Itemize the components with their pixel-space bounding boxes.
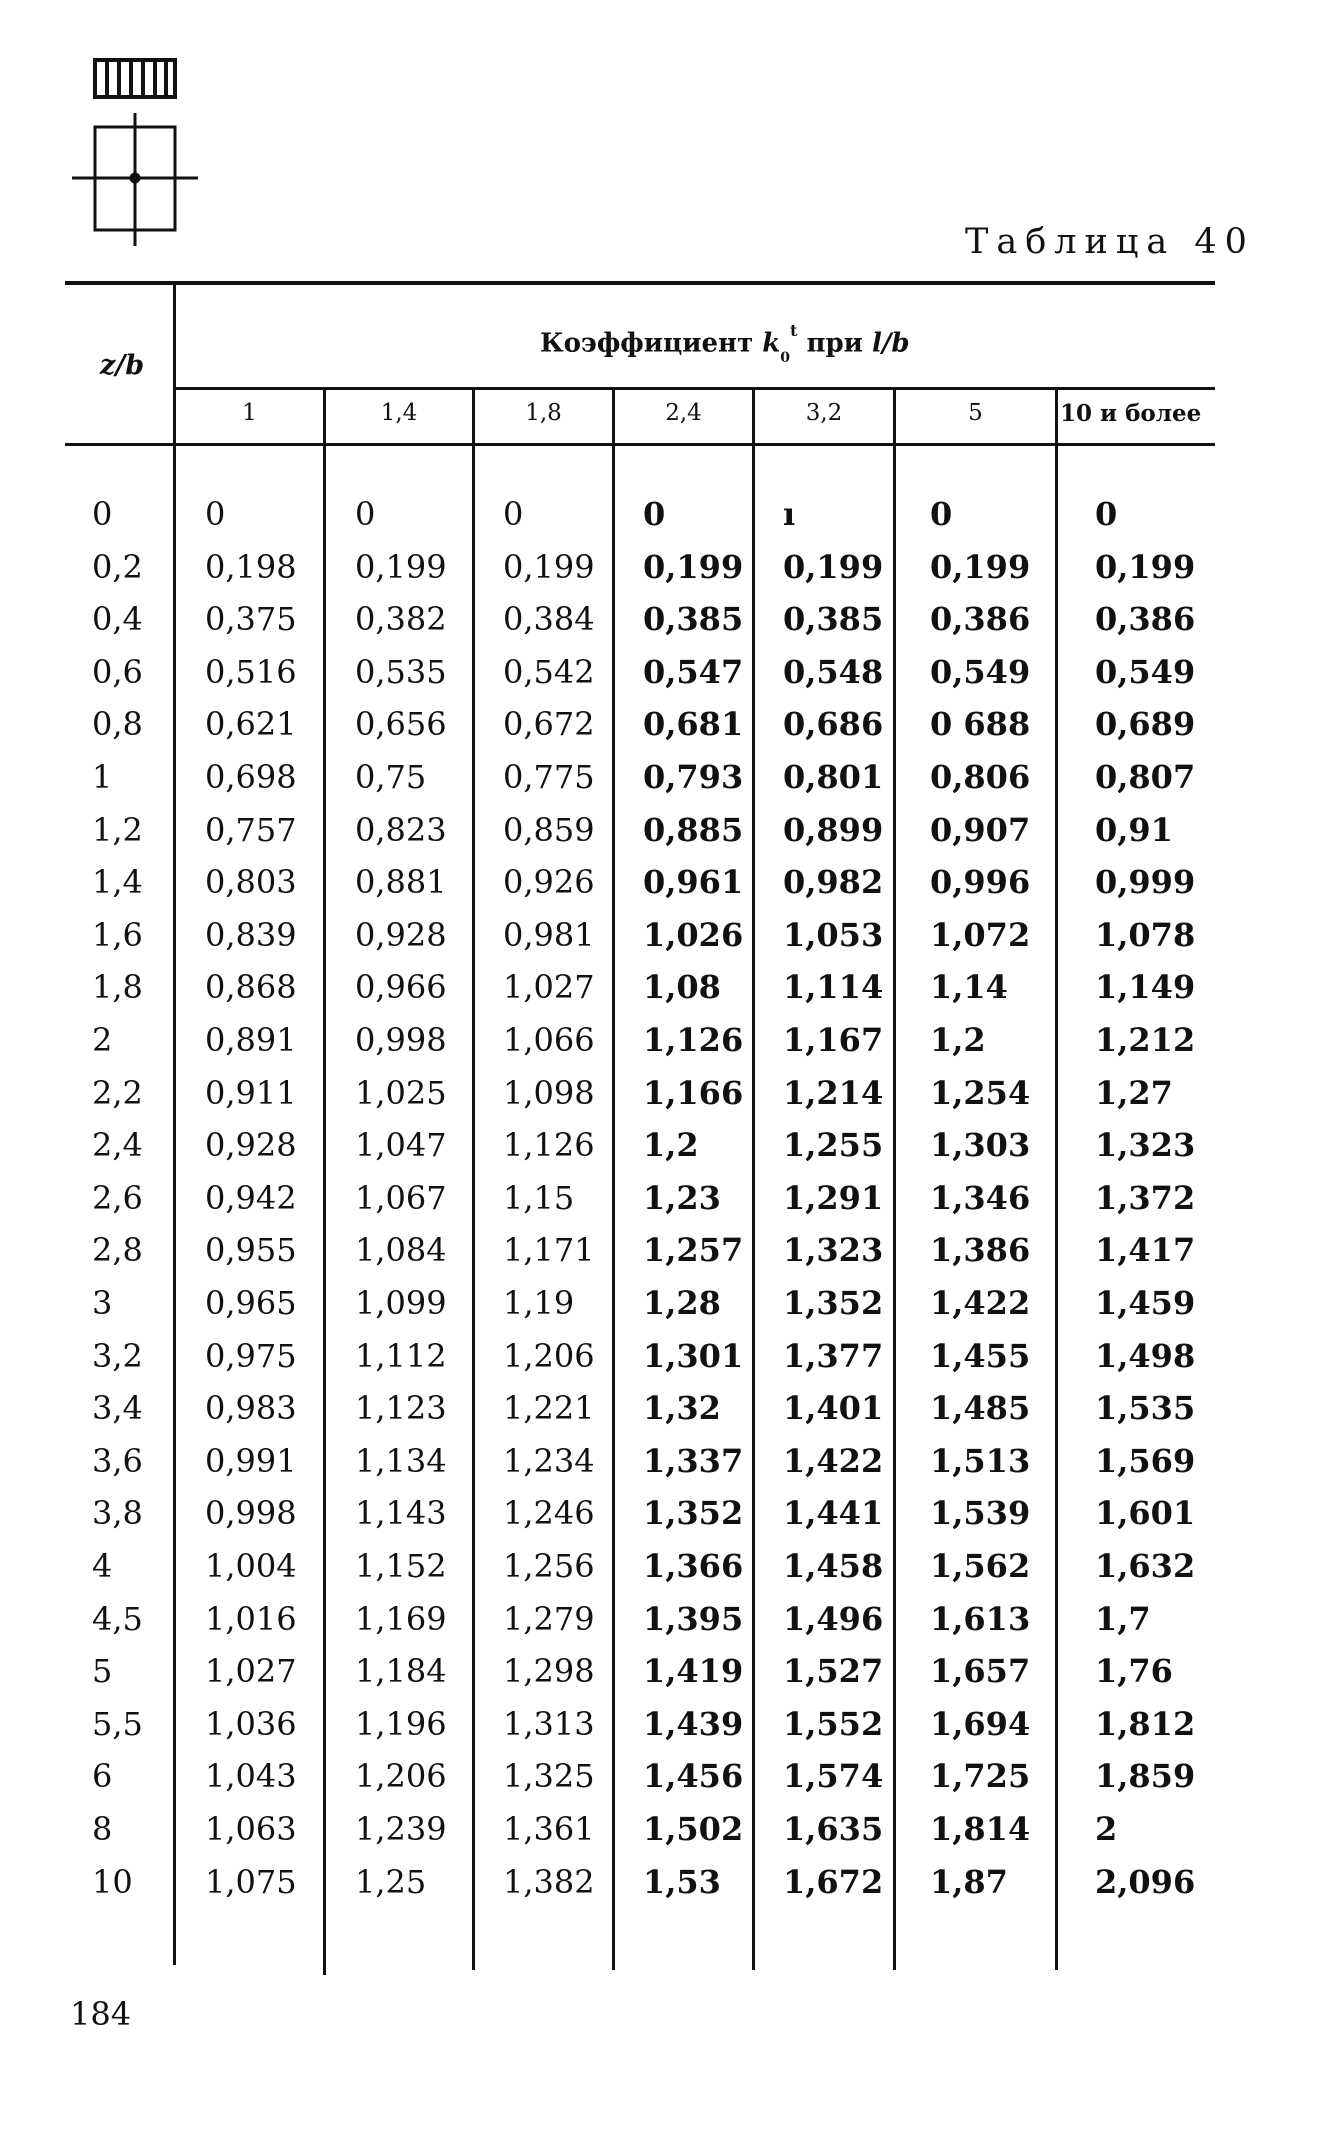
coefficient-value: 1,066 — [503, 1021, 595, 1059]
coefficient-value: 1,255 — [783, 1126, 884, 1165]
coefficient-value: 1,386 — [930, 1231, 1031, 1270]
coefficient-value: 0 688 — [930, 705, 1031, 744]
column-divider — [472, 390, 475, 1970]
zb-value: 3 — [92, 1284, 113, 1322]
coefficient-value: 0,385 — [643, 600, 744, 639]
coefficient-value: 1,23 — [643, 1178, 721, 1217]
coefficient-value: 1,337 — [643, 1441, 744, 1480]
coefficient-value: 1,301 — [643, 1336, 744, 1375]
coefficient-value: 0,955 — [205, 1231, 297, 1270]
coefficient-value: 1,635 — [783, 1810, 884, 1848]
coefficient-value: 1,458 — [783, 1547, 884, 1585]
coefficient-value: 0,621 — [205, 705, 297, 744]
zb-value: 1,2 — [92, 810, 143, 849]
coefficient-value: 0,386 — [930, 600, 1031, 639]
table-title: Таблица 40 — [965, 222, 1255, 262]
coefficient-value: 0,928 — [355, 915, 447, 954]
column-header-lb: 1,8 — [525, 400, 562, 426]
coefficient-value: 0,907 — [930, 810, 1031, 849]
page-number: 184 — [70, 1995, 132, 2033]
coefficient-value: 0,823 — [355, 810, 447, 849]
coefficient-value: 0,199 — [783, 547, 884, 586]
column-divider — [752, 390, 755, 1970]
coefficient-value: 1,422 — [930, 1284, 1031, 1322]
coefficient-value: 0,199 — [643, 547, 744, 586]
coefficient-value: 1,075 — [205, 1862, 297, 1901]
coefficient-value: 0,757 — [205, 810, 297, 849]
coefficient-value: 0 — [930, 495, 953, 533]
coefficient-value: 1,527 — [783, 1652, 884, 1691]
coefficient-value: 1,456 — [643, 1757, 744, 1796]
coefficient-value: 0,548 — [783, 652, 884, 691]
coefficient-value: 1,14 — [930, 968, 1008, 1007]
coefficient-value: 1,027 — [205, 1652, 297, 1691]
zb-value: 1,8 — [92, 968, 143, 1007]
coefficient-value: 1,171 — [503, 1231, 595, 1270]
coefficient-value: 0,801 — [783, 758, 884, 796]
coefficient-value: 1,725 — [930, 1757, 1031, 1796]
header-bottom-rule — [65, 443, 1215, 446]
coefficient-value: 0,686 — [783, 705, 884, 744]
zb-value: 4,5 — [92, 1599, 143, 1638]
zb-value: 2,8 — [92, 1231, 143, 1270]
coefficient-value: 0,859 — [503, 810, 595, 849]
coefficient-value: 1,099 — [355, 1284, 447, 1322]
coefficient-value: 0,807 — [1095, 758, 1196, 796]
coefficient-value: 1,562 — [930, 1547, 1031, 1585]
coefficient-value: 1,485 — [930, 1389, 1031, 1428]
coefficient-value: 1,859 — [1095, 1757, 1196, 1796]
coefficient-value: 0,975 — [205, 1336, 297, 1375]
coefficient-value: 1,016 — [205, 1599, 297, 1638]
coefficient-value: 0,535 — [355, 652, 447, 691]
coefficient-value: 1,214 — [783, 1073, 884, 1112]
zb-value: 5,5 — [92, 1704, 143, 1743]
coefficient-value: 1,422 — [783, 1441, 884, 1480]
coefficient-value: 1,419 — [643, 1652, 744, 1691]
coefficient-value: 1,812 — [1095, 1704, 1196, 1743]
coefficient-value: 0,542 — [503, 652, 595, 691]
coefficient-value: 0,689 — [1095, 705, 1196, 744]
coefficient-value: 1,08 — [643, 968, 721, 1007]
coefficient-value: 0,549 — [1095, 652, 1196, 691]
coefficient-value: 1,313 — [503, 1704, 595, 1743]
coefficient-value: 1,15 — [503, 1178, 575, 1217]
coefficient-value: 0,996 — [930, 863, 1031, 902]
coefficient-value: 1,28 — [643, 1284, 721, 1322]
coefficient-value: 1,539 — [930, 1494, 1031, 1533]
coefficient-value: 1,439 — [643, 1704, 744, 1743]
coefficient-value: 0,199 — [1095, 547, 1196, 586]
coefficient-value: 1,084 — [355, 1231, 447, 1270]
coefficient-value: 0,803 — [205, 863, 297, 902]
coefficient-value: 2,096 — [1095, 1862, 1196, 1901]
coefficient-value: 1,063 — [205, 1810, 297, 1848]
coefficient-value: 1,256 — [503, 1547, 595, 1585]
coefficient-value: 0,998 — [205, 1494, 297, 1533]
coefficient-value: 0,549 — [930, 652, 1031, 691]
coefficient-value: 1,221 — [503, 1389, 595, 1428]
coefficient-value: 0,547 — [643, 652, 744, 691]
coefficient-value: 1,025 — [355, 1073, 447, 1112]
column-header-lb: 1,4 — [380, 400, 418, 426]
coefficient-value: 1,246 — [503, 1494, 595, 1533]
coefficient-value: 1,053 — [783, 915, 884, 954]
table-top-rule — [65, 281, 1215, 285]
zb-value: 3,8 — [92, 1494, 143, 1533]
coefficient-value: 1,574 — [783, 1757, 884, 1796]
coefficient-value: 1,303 — [930, 1126, 1031, 1165]
coefficient-value: 1,239 — [355, 1810, 447, 1848]
coefficient-value: 1,112 — [355, 1336, 447, 1375]
coefficient-value: 1,455 — [930, 1336, 1031, 1375]
coefficient-value: 1,366 — [643, 1547, 744, 1585]
coefficient-value: 0,199 — [930, 547, 1031, 586]
coefficient-value: 1,53 — [643, 1862, 721, 1901]
column-divider — [893, 390, 896, 1970]
coefficient-value: 1,325 — [503, 1757, 595, 1796]
zb-value: 1,4 — [92, 863, 143, 902]
column-divider — [173, 285, 176, 1965]
coefficient-value: 0,868 — [205, 968, 297, 1007]
column-header-lb: 1 — [242, 400, 257, 426]
zb-value: 2,6 — [92, 1178, 143, 1217]
zb-value: 3,2 — [92, 1336, 143, 1375]
coefficient-value: 0,382 — [355, 600, 447, 639]
coefficient-value: 0,91 — [1095, 810, 1173, 849]
coefficient-value: 0 — [503, 495, 524, 533]
coefficient-value: 1,27 — [1095, 1073, 1173, 1112]
coefficient-value: 1,87 — [930, 1862, 1008, 1901]
coefficient-value: 1,152 — [355, 1547, 447, 1585]
coefficient-value: 0,881 — [355, 863, 447, 902]
coefficient-value: 0 — [205, 495, 226, 533]
coefficient-value: 1,552 — [783, 1704, 884, 1743]
coefficient-value: 0,911 — [205, 1073, 297, 1112]
coefficient-value: 1,502 — [643, 1810, 744, 1848]
zb-value: 6 — [92, 1757, 113, 1796]
zb-value: 2,2 — [92, 1073, 143, 1112]
coefficient-value: 1,072 — [930, 915, 1031, 954]
coefficient-value: 1,067 — [355, 1178, 447, 1217]
coefficient-value: 1,134 — [355, 1441, 447, 1480]
coefficient-value: 0,386 — [1095, 600, 1196, 639]
coefficient-value: 1,098 — [503, 1073, 595, 1112]
zb-value: 8 — [92, 1810, 113, 1848]
coefficient-value: 0,681 — [643, 705, 744, 744]
coefficient-value: 1,372 — [1095, 1178, 1196, 1217]
zb-value: 2 — [92, 1021, 113, 1059]
coefficient-value: 0,982 — [783, 863, 884, 902]
coefficient-header: Коэффициент $k_0^t$ при l/b — [540, 321, 910, 366]
zb-value: 2,4 — [92, 1126, 143, 1165]
coefficient-value: 1,167 — [783, 1021, 884, 1059]
coefficient-value: 1,043 — [205, 1757, 297, 1796]
coefficient-value: 1,352 — [643, 1494, 744, 1533]
coefficient-value: 1,206 — [503, 1336, 595, 1375]
distributed-load-icon — [95, 60, 175, 97]
coefficient-value: 1,441 — [783, 1494, 884, 1533]
coefficient-value: 1,7 — [1095, 1599, 1151, 1638]
coefficient-value: 1,126 — [643, 1021, 744, 1059]
zb-value: 0,2 — [92, 547, 143, 586]
coefficient-value: 1,196 — [355, 1704, 447, 1743]
coefficient-value: 0,899 — [783, 810, 884, 849]
coefficient-value: 0,199 — [355, 547, 447, 586]
coefficient-value: 1,19 — [503, 1284, 575, 1322]
foundation-plan-icon — [72, 113, 198, 246]
coefficient-value: 0,885 — [643, 810, 744, 849]
coefficient-value: 1,291 — [783, 1178, 884, 1217]
coefficient-value: 1,395 — [643, 1599, 744, 1638]
coefficient-value: 0,961 — [643, 863, 744, 902]
coefficient-value: 1,257 — [643, 1231, 744, 1270]
header-mid-rule — [175, 387, 1215, 390]
coefficient-value: 0,516 — [205, 652, 297, 691]
coefficient-value: 1,2 — [930, 1021, 986, 1059]
coefficient-value: 1,047 — [355, 1126, 447, 1165]
coefficient-value: 1,382 — [503, 1862, 595, 1901]
coefficient-value: 0,384 — [503, 600, 595, 639]
coefficient-value: 0,672 — [503, 705, 595, 744]
coefficient-value: 1,814 — [930, 1810, 1031, 1848]
coefficient-value: 1,149 — [1095, 968, 1196, 1007]
coefficient-value: 1,143 — [355, 1494, 447, 1533]
zb-value: 0 — [92, 495, 113, 533]
coefficient-value: 1,672 — [783, 1862, 884, 1901]
coefficient-value: 1,459 — [1095, 1284, 1196, 1322]
coefficient-value: 1,657 — [930, 1652, 1031, 1691]
coefficient-value: 0,942 — [205, 1178, 297, 1217]
coefficient-value: 0,75 — [355, 758, 427, 796]
coefficient-value: 1,036 — [205, 1704, 297, 1743]
zb-value: 1 — [92, 758, 113, 796]
column-divider — [323, 390, 326, 1975]
coefficient-value: 1,32 — [643, 1389, 721, 1428]
coefficient-value: 1,401 — [783, 1389, 884, 1428]
zb-value: 0,8 — [92, 705, 143, 744]
coefficient-value: 1,279 — [503, 1599, 595, 1638]
coefficient-value: 0,775 — [503, 758, 595, 796]
coefficient-value: 0,966 — [355, 968, 447, 1007]
zb-value: 10 — [92, 1862, 133, 1901]
zb-value: 1,6 — [92, 915, 143, 954]
column-divider — [1055, 390, 1058, 1970]
zb-value: 4 — [92, 1547, 113, 1585]
load-diagram-figure — [0, 0, 220, 260]
coefficient-value: 1,234 — [503, 1441, 595, 1480]
zb-value: 5 — [92, 1652, 113, 1691]
coefficient-value: 1,496 — [783, 1599, 884, 1638]
coefficient-value: 1,027 — [503, 968, 595, 1007]
coefficient-value: 1,166 — [643, 1073, 744, 1112]
coefficient-value: 1,184 — [355, 1652, 447, 1691]
coefficient-value: 1,169 — [355, 1599, 447, 1638]
coefficient-value: 0,991 — [205, 1441, 297, 1480]
coefficient-value: 0,891 — [205, 1021, 297, 1059]
coefficient-value: 1,298 — [503, 1652, 595, 1691]
column-header-lb: 2,4 — [665, 400, 702, 426]
coefficient-value: 1,361 — [503, 1810, 595, 1848]
coefficient-value: 1,613 — [930, 1599, 1031, 1638]
coefficient-value: 0,926 — [503, 863, 595, 902]
zb-header: z/b — [100, 350, 145, 381]
zb-value: 3,4 — [92, 1389, 143, 1428]
coefficient-value: 1,352 — [783, 1284, 884, 1322]
coefficient-value: ı — [783, 495, 796, 533]
coefficient-value: 1,377 — [783, 1336, 884, 1375]
coefficient-value: 1,601 — [1095, 1494, 1196, 1533]
coefficient-value: 0,698 — [205, 758, 297, 796]
coefficient-value: 1,254 — [930, 1073, 1031, 1112]
coefficient-value: 1,026 — [643, 915, 744, 954]
zb-value: 3,6 — [92, 1441, 143, 1480]
coefficient-value: 0,998 — [355, 1021, 447, 1059]
coefficient-value: 1,114 — [783, 968, 884, 1007]
zb-value: 0,6 — [92, 652, 143, 691]
coefficient-value: 0,375 — [205, 600, 297, 639]
coefficient-value: 1,004 — [205, 1547, 297, 1585]
coefficient-value: 1,25 — [355, 1862, 427, 1901]
coefficient-value: 1,417 — [1095, 1231, 1196, 1270]
coefficient-value: 0,806 — [930, 758, 1031, 796]
column-header-lb: 3,2 — [805, 400, 843, 426]
coefficient-value: 0 — [1095, 495, 1118, 533]
column-header-lb: 10 и более — [1060, 400, 1202, 427]
coefficient-value: 1,569 — [1095, 1441, 1196, 1480]
coefficient-value: 1,212 — [1095, 1021, 1196, 1059]
coefficient-value: 0 — [643, 495, 666, 533]
coefficient-value: 0,999 — [1095, 863, 1196, 902]
coefficient-value: 1,126 — [503, 1126, 595, 1165]
coefficient-value: 0,385 — [783, 600, 884, 639]
coefficient-value: 1,346 — [930, 1178, 1031, 1217]
coefficient-value: 1,76 — [1095, 1652, 1173, 1691]
coefficient-value: 1,498 — [1095, 1336, 1196, 1375]
column-divider — [612, 390, 615, 1970]
coefficient-value: 1,123 — [355, 1389, 447, 1428]
coefficient-value: 0,965 — [205, 1284, 297, 1322]
coefficient-value: 1,206 — [355, 1757, 447, 1796]
coefficient-value: 2 — [1095, 1810, 1118, 1848]
coefficient-value: 1,535 — [1095, 1389, 1196, 1428]
coefficient-value: 1,323 — [783, 1231, 884, 1270]
coefficient-value: 1,632 — [1095, 1547, 1196, 1585]
coefficient-value: 1,323 — [1095, 1126, 1196, 1165]
coefficient-value: 0,793 — [643, 758, 744, 796]
coefficient-value: 0,199 — [503, 547, 595, 586]
coefficient-value: 0 — [355, 495, 376, 533]
coefficient-value: 1,2 — [643, 1126, 699, 1165]
coefficient-value: 0,983 — [205, 1389, 297, 1428]
coefficient-value: 0,928 — [205, 1126, 297, 1165]
coefficient-value: 1,513 — [930, 1441, 1031, 1480]
coefficient-value: 1,694 — [930, 1704, 1031, 1743]
zb-value: 0,4 — [92, 600, 143, 639]
coefficient-value: 0,656 — [355, 705, 447, 744]
coefficient-value: 0,839 — [205, 915, 297, 954]
column-header-lb: 5 — [968, 400, 983, 426]
coefficient-value: 1,078 — [1095, 915, 1196, 954]
coefficient-value: 0,981 — [503, 915, 595, 954]
coefficient-value: 0,198 — [205, 547, 297, 586]
